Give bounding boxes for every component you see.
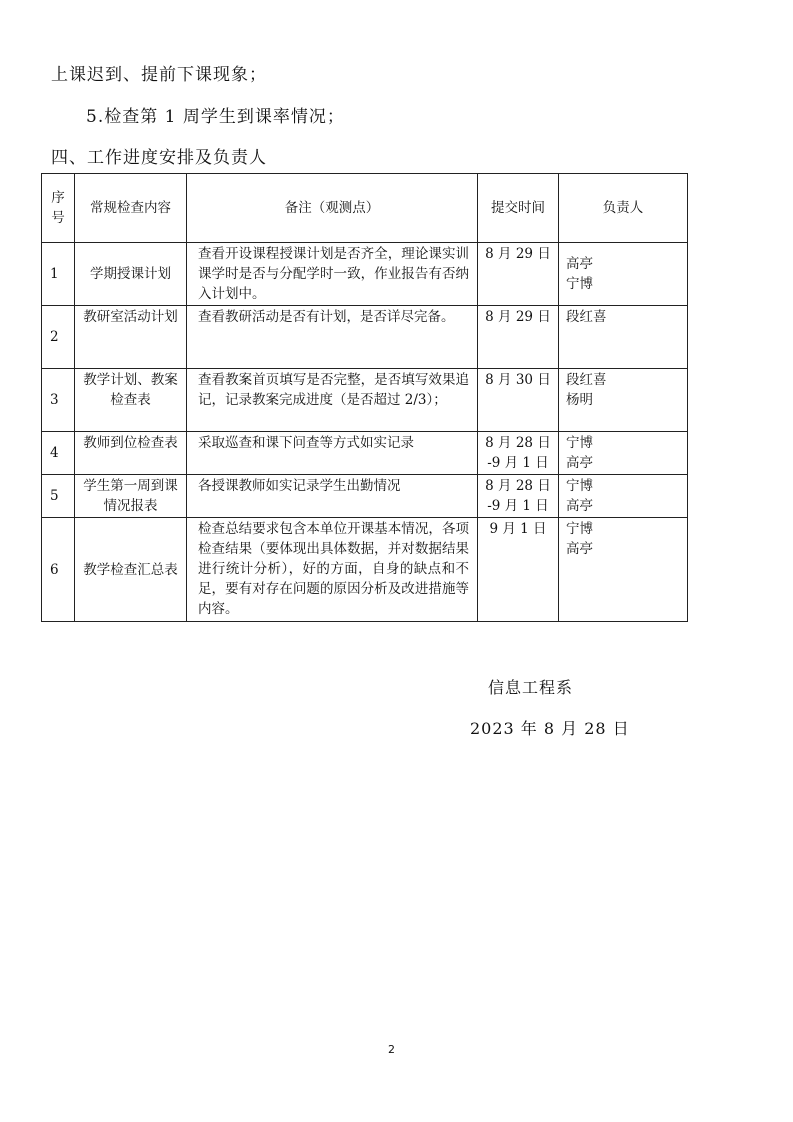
table-row xyxy=(42,243,688,306)
row-owner: 宁博 高亭 xyxy=(559,475,688,518)
table-row xyxy=(42,369,688,432)
row-owner: 宁博 高亭 xyxy=(559,432,688,475)
row-note: 采取巡查和课下问查等方式如实记录 xyxy=(187,432,478,475)
row-item: 学生第一周到课情况报表 xyxy=(75,475,187,518)
header-num: 序 号 xyxy=(42,174,75,243)
paragraph-item-5: 5.检查第 1 周学生到课率情况； xyxy=(86,107,345,127)
row-num: 1 xyxy=(42,243,75,306)
header-owner: 负责人 xyxy=(559,174,688,243)
row-owner: 段红喜 杨明 xyxy=(559,369,688,432)
row-date: 8 月 28 日 -9 月 1 日 xyxy=(478,432,559,475)
row-item: 学期授课计划 xyxy=(75,243,187,306)
row-date: 8 月 29 日 xyxy=(478,243,559,306)
page-number: 2 xyxy=(388,1043,395,1056)
table-row xyxy=(42,432,688,475)
row-owner: 宁博 高亭 xyxy=(559,518,688,622)
table-header-row xyxy=(42,174,688,243)
row-item: 教学计划、教案检查表 xyxy=(75,369,187,432)
signature-date: 2023 年 8 月 28 日 xyxy=(470,719,630,738)
signature-department: 信息工程系 xyxy=(488,678,574,697)
header-note: 备注（观测点） xyxy=(187,174,478,243)
row-item: 教师到位检查表 xyxy=(75,432,187,475)
schedule-table xyxy=(41,173,688,622)
section-heading: 四、工作进度安排及负责人 xyxy=(51,148,267,168)
row-owner: 高亭 宁博 xyxy=(559,243,688,306)
row-date: 8 月 30 日 xyxy=(478,369,559,432)
row-date: 8 月 29 日 xyxy=(478,306,559,369)
row-num: 6 xyxy=(42,518,75,622)
header-date: 提交时间 xyxy=(478,174,559,243)
row-item: 教研室活动计划 xyxy=(75,306,187,369)
row-note: 查看教案首页填写是否完整，是否填写效果追记，记录教案完成进度（是否超过 2/3）； xyxy=(187,369,478,432)
row-num: 2 xyxy=(42,306,75,369)
row-num: 3 xyxy=(42,369,75,432)
table-row xyxy=(42,306,688,369)
row-note: 查看教研活动是否有计划，是否详尽完备。 xyxy=(187,306,478,369)
table-row xyxy=(42,475,688,518)
table-row xyxy=(42,518,688,622)
row-owner: 段红喜 xyxy=(559,306,688,369)
paragraph-late-early: 上课迟到、提前下课现象； xyxy=(51,65,267,85)
header-item: 常规检查内容 xyxy=(75,174,187,243)
row-note: 检查总结要求包含本单位开课基本情况，各项检查结果（要体现出具体数据，并对数据结果进行统计分析），好的方面，自身的缺点和不足，要有对存在问题的原因分析及改进措施等内容。 xyxy=(187,518,478,622)
row-date: 9 月 1 日 xyxy=(478,518,559,622)
row-num: 4 xyxy=(42,432,75,475)
row-num: 5 xyxy=(42,475,75,518)
row-note: 各授课教师如实记录学生出勤情况 xyxy=(187,475,478,518)
row-date: 8 月 28 日 -9 月 1 日 xyxy=(478,475,559,518)
row-note: 查看开设课程授课计划是否齐全，理论课实训课学时是否与分配学时一致，作业报告有否纳入计划中。 xyxy=(187,243,478,306)
row-item: 教学检查汇总表 xyxy=(75,518,187,622)
